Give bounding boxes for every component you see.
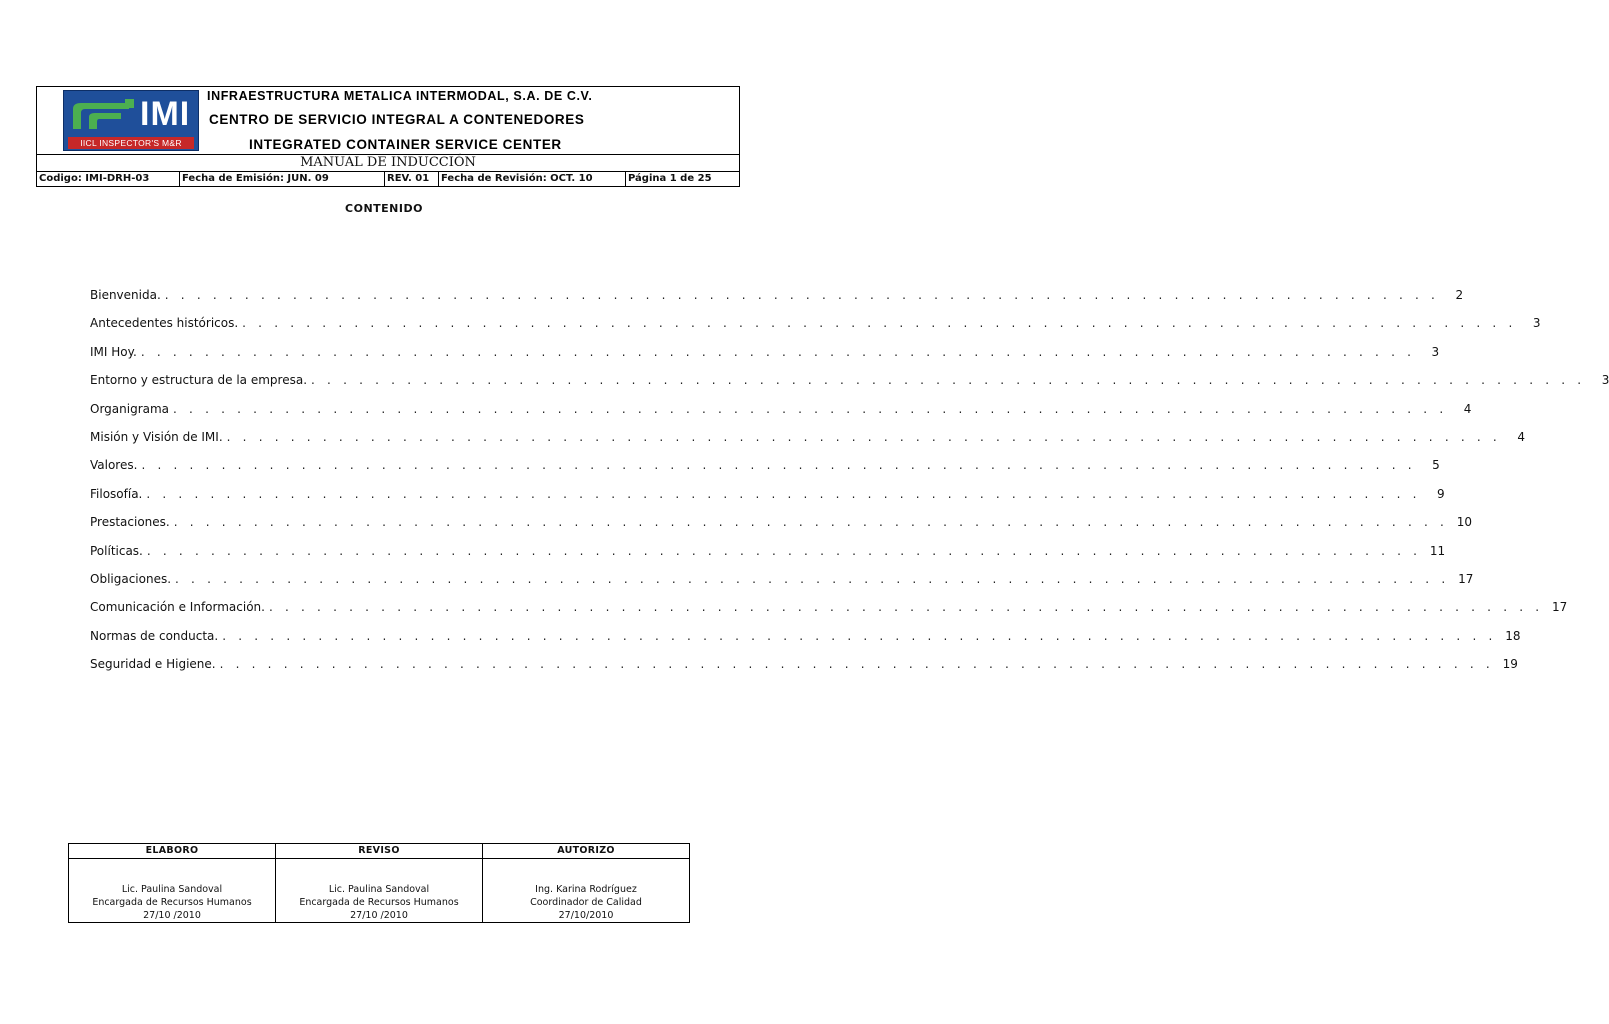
signature-details — [276, 859, 482, 922]
toc-entry-label: Antecedentes históricos. — [90, 316, 239, 331]
signer-name: Ing. Karina Rodríguez — [535, 884, 637, 895]
signature-details — [69, 859, 275, 922]
toc-leader-dots: . . . . . . . . . . . . . . . . . . . . . . . . . . . . . . . . . . . . . . . . . . . . . . . . . . . . . . . . . . . . . . . . . . . . . . . . . . . . . . . . — [175, 571, 1450, 586]
meta-codigo: Codigo: IMI-DRH-03 — [37, 172, 180, 186]
toc-entry-label: Bienvenida. — [90, 288, 161, 302]
signature-column-elaboro — [69, 844, 276, 922]
toc-entry[interactable] — [90, 371, 1609, 399]
signature-date: 27/10 /2010 — [350, 910, 408, 921]
toc-entry-label: Políticas. — [90, 543, 143, 558]
contents-title: CONTENIDO — [345, 202, 423, 215]
signature-column-reviso — [276, 844, 483, 922]
toc-entry[interactable] — [90, 428, 1525, 456]
toc-entry-label: Normas de conducta. — [90, 628, 219, 643]
signer-role: Encargada de Recursos Humanos — [92, 897, 252, 908]
document-header — [36, 86, 740, 187]
toc-leader-dots: . . . . . . . . . . . . . . . . . . . . . . . . . . . . . . . . . . . . . . . . . . . . . . . . . . . . . . . . . . . . . . . . . . . . . . . . . . . . . . . . — [173, 401, 1448, 416]
toc-entry[interactable] — [90, 513, 1473, 541]
toc-entry[interactable] — [90, 456, 1440, 484]
toc-entry[interactable] — [90, 314, 1541, 342]
signature-heading: ELABORO — [69, 844, 275, 859]
toc-leader-dots: . . . . . . . . . . . . . . . . . . . . . . . . . . . . . . . . . . . . . . . . . . . . . . . . . . . . . . . . . . . . . . . . . . . . . . . . . . . . . . . . — [222, 628, 1497, 643]
toc-entry-page: 11 — [1429, 543, 1446, 558]
toc-entry-page: 2 — [1455, 288, 1464, 302]
signer-role: Coordinador de Calidad — [530, 897, 642, 908]
toc-entry[interactable] — [90, 485, 1445, 513]
toc-leader-dots: . . . . . . . . . . . . . . . . . . . . . . . . . . . . . . . . . . . . . . . . . . . . . . . . . . . . . . . . . . . . . . . . . . . . . . . . . . . . . . . . — [146, 486, 1421, 501]
toc-leader-dots: . . . . . . . . . . . . . . . . . . . . . . . . . . . . . . . . . . . . . . . . . . . . . . . . . . . . . . . . . . . . . . . . . . . . . . . . . . . . . . . . — [141, 458, 1416, 473]
signature-date: 27/10/2010 — [558, 910, 614, 921]
toc-entry-page: 4 — [1463, 401, 1472, 416]
signer-name: Lic. Paulina Sandoval — [121, 884, 223, 895]
meta-fecha-emision: Fecha de Emisión: JUN. 09 — [180, 172, 385, 186]
signature-date: 27/10 /2010 — [143, 910, 201, 921]
toc-entry-label: Filosofía. — [90, 486, 143, 501]
toc-leader-dots: . . . . . . . . . . . . . . . . . . . . . . . . . . . . . . . . . . . . . . . . . . . . . . . . . . . . . . . . . . . . . . . . . . . . . . . . . . . . . . . . — [146, 543, 1422, 558]
toc-leader-dots: . . . . . . . . . . . . . . . . . . . . . . . . . . . . . . . . . . . . . . . . . . . . . . . . . . . . . . . . . . . . . . . . . . . . . . . . . . . . . . . . — [242, 316, 1517, 331]
toc-entry-page: 10 — [1456, 515, 1473, 530]
toc-entry[interactable] — [90, 400, 1472, 428]
signature-table — [68, 843, 690, 923]
signature-details — [483, 859, 689, 922]
toc-entry[interactable] — [90, 655, 1518, 683]
signature-heading: REVISO — [276, 844, 482, 859]
toc-leader-dots: . . . . . . . . . . . . . . . . . . . . . . . . . . . . . . . . . . . . . . . . . . . . . . . . . . . . . . . . . . . . . . . . . . . . . . . . . . . . . . . . — [173, 515, 1449, 530]
toc-entry-page: 17 — [1458, 571, 1474, 586]
toc-entry[interactable] — [90, 286, 1464, 314]
toc-entry-page: 9 — [1437, 486, 1445, 501]
toc-entry[interactable] — [90, 627, 1521, 655]
toc-entry-page: 18 — [1505, 628, 1521, 643]
toc-entry-label: Obligaciones. — [90, 571, 172, 586]
toc-entry-page: 19 — [1502, 657, 1518, 672]
company-subtitle-en: INTEGRATED CONTAINER SERVICE CENTER — [249, 137, 562, 152]
toc-entry-page: 3 — [1431, 344, 1440, 359]
toc-leader-dots: . . . . . . . . . . . . . . . . . . . . . . . . . . . . . . . . . . . . . . . . . . . . . . . . . . . . . . . . . . . . . . . . . . . . . . . . . . . . . . . . — [311, 373, 1586, 388]
toc-leader-dots: . . . . . . . . . . . . . . . . . . . . . . . . . . . . . . . . . . . . . . . . . . . . . . . . . . . . . . . . . . . . . . . . . . . . . . . . . . . . . . . . — [164, 288, 1440, 302]
toc-entry[interactable] — [90, 570, 1474, 598]
signer-role: Encargada de Recursos Humanos — [299, 897, 459, 908]
logo-wordmark: IMI — [140, 95, 191, 133]
toc-leader-dots: . . . . . . . . . . . . . . . . . . . . . . . . . . . . . . . . . . . . . . . . . . . . . . . . . . . . . . . . . . . . . . . . . . . . . . . . . . . . . . . . — [219, 657, 1494, 672]
signature-heading: AUTORIZO — [483, 844, 689, 859]
toc-entry-label: Misión y Visión de IMI. — [90, 429, 223, 444]
signer-name: Lic. Paulina Sandoval — [328, 884, 430, 895]
meta-revision-number: REV. 01 — [385, 172, 439, 186]
manual-title: MANUAL DE INDUCCIÓN — [37, 154, 739, 171]
toc-entry[interactable] — [90, 343, 1440, 371]
toc-entry-label: IMI Hoy. — [90, 344, 137, 359]
header-top — [37, 87, 739, 154]
toc-entry-page: 3 — [1532, 316, 1541, 331]
toc-entry[interactable] — [90, 542, 1446, 570]
company-logo — [63, 90, 199, 151]
container-crane-icon — [69, 95, 137, 135]
logo-tagline: IICL INSPECTOR'S M&R — [68, 137, 194, 149]
signature-column-autorizo — [483, 844, 689, 922]
meta-pagina: Página 1 de 25 — [628, 173, 712, 184]
toc-entry-page: 3 — [1601, 373, 1609, 388]
toc-entry-label: Entorno y estructura de la empresa. — [90, 373, 308, 388]
toc-entry-page: 4 — [1517, 429, 1525, 444]
company-name: INFRAESTRUCTURA METALICA INTERMODAL, S.A. DE C.V. — [207, 89, 593, 103]
toc-entry[interactable] — [90, 598, 1568, 626]
document-meta-row — [37, 171, 739, 186]
toc-entry-page: 5 — [1432, 458, 1440, 473]
toc-leader-dots: . . . . . . . . . . . . . . . . . . . . . . . . . . . . . . . . . . . . . . . . . . . . . . . . . . . . . . . . . . . . . . . . . . . . . . . . . . . . . . . . — [140, 344, 1416, 359]
company-subtitle-es: CENTRO DE SERVICIO INTEGRAL A CONTENEDORES — [209, 112, 585, 127]
toc-entry-label: Prestaciones. — [90, 515, 170, 530]
toc-entry-label: Organigrama — [90, 401, 170, 416]
toc-leader-dots: . . . . . . . . . . . . . . . . . . . . . . . . . . . . . . . . . . . . . . . . . . . . . . . . . . . . . . . . . . . . . . . . . . . . . . . . . . . . . . . . — [226, 429, 1501, 444]
table-of-contents — [90, 286, 1609, 683]
toc-entry-label: Valores. — [90, 458, 138, 473]
toc-entry-label: Seguridad e Higiene. — [90, 657, 216, 672]
meta-fecha-revision: Fecha de Revisión: OCT. 10 — [439, 172, 626, 186]
toc-leader-dots: . . . . . . . . . . . . . . . . . . . . . . . . . . . . . . . . . . . . . . . . . . . . . . . . . . . . . . . . . . . . . . . . . . . . . . . . . . . . . . . . — [268, 600, 1544, 615]
toc-entry-page: 17 — [1552, 600, 1568, 615]
toc-entry-label: Comunicación e Información. — [90, 600, 265, 615]
